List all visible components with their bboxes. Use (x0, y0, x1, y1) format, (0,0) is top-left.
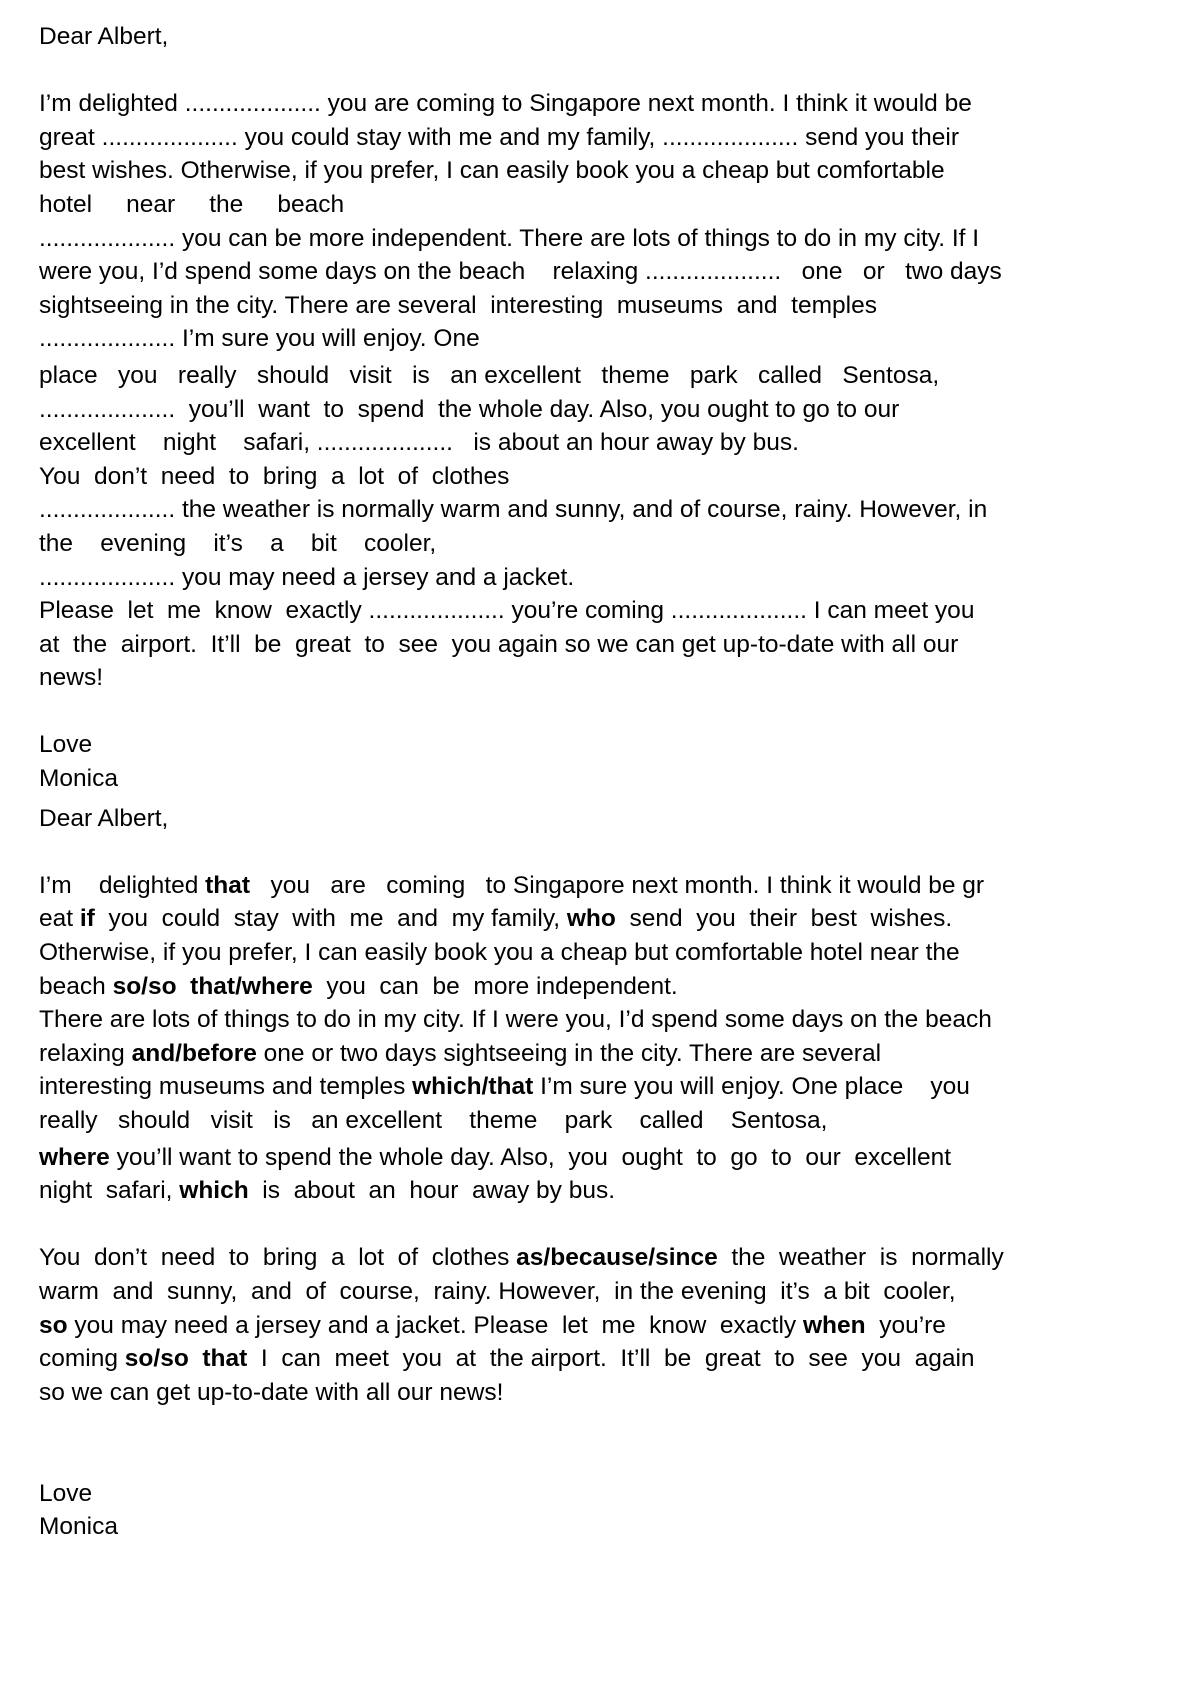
answer-word: where (39, 1143, 110, 1171)
answer-text: I’m sure you will enjoy. One place you (533, 1073, 970, 1101)
answer-word: which/that (412, 1073, 534, 1101)
answer-line (39, 1342, 1164, 1376)
answer-body (39, 1241, 1164, 1409)
answer-text: beach (39, 972, 113, 1000)
exercise-line: hotel near the beach (39, 190, 345, 218)
answer-text: so we can get up-to-date with all our news! (39, 1378, 504, 1406)
answer-text: warm and sunny, and of course, rainy. However, in the evening it’s a bit cooler, (39, 1277, 956, 1305)
answer-text: you’ll want to spend the whole day. Also, you ought to go to our excellent (109, 1143, 952, 1171)
answer-line (39, 1037, 1164, 1071)
answer-word: so/so that/where (112, 972, 313, 1000)
answer-closing: Love (39, 1479, 93, 1507)
answer-line (39, 1141, 1164, 1175)
answer-text: eat (39, 905, 80, 933)
answer-text: you’re (865, 1311, 946, 1339)
answer-text: one or two days sightseeing in the city. There are several (256, 1039, 882, 1067)
answer-line (39, 1275, 1164, 1309)
exercise-line: were you, I’d spend some days on the beach relaxing .................... one or two days (39, 258, 1002, 286)
exercise-letter (39, 20, 1164, 796)
exercise-line: place you really should visit is an excellent theme park called Sentosa, (39, 361, 940, 389)
answer-word: so/so that (124, 1345, 248, 1373)
answer-text: You don’t need to bring a lot of clothes (39, 1244, 517, 1272)
answer-line (39, 1241, 1164, 1275)
exercise-line: sightseeing in the city. There are several interesting museums and temples (39, 291, 877, 319)
exercise-line: .................... you’ll want to spend the whole day. Also, you ought to go to our (39, 395, 900, 423)
answer-text: There are lots of things to do in my city. If I were you, I’d spend some days on the beach (39, 1006, 992, 1034)
letter-page (39, 20, 1164, 1544)
answer-text: you are coming to Singapore next month. I think it would be gr (250, 871, 985, 899)
answer-body (39, 869, 1164, 1208)
answer-line (39, 1003, 1164, 1037)
exercise-body (39, 87, 1164, 695)
answer-text: send you their best wishes. (615, 905, 953, 933)
exercise-line: Please let me know exactly .................... you’re coming .................... I can meet you (39, 597, 975, 625)
exercise-line: .................... you can be more independent. There are lots of things to do in my city. If I (39, 224, 980, 252)
exercise-line: great .................... you could stay with me and my family, .................... send you their (39, 123, 960, 151)
answer-word: that (205, 871, 251, 899)
answer-text: is about an hour away by bus. (248, 1177, 616, 1205)
answer-text: interesting museums and temples (39, 1073, 413, 1101)
answer-line (39, 1070, 1164, 1104)
answer-word: who (566, 905, 616, 933)
answer-text: really should visit is an excellent theme park called Sentosa, (39, 1107, 828, 1134)
exercise-line: I’m delighted .................... you are coming to Singapore next month. I think it would be (39, 90, 972, 118)
exercise-line: news! (39, 664, 104, 692)
answer-text: you can be more independent. (312, 972, 678, 1000)
answer-word: if (79, 905, 95, 933)
answer-text: I can meet you at the airport. It’ll be great to see you again (247, 1345, 975, 1373)
answer-line (39, 936, 1164, 970)
answer-text: you may need a jersey and a jacket. Please let me know exactly (67, 1311, 803, 1339)
answer-text: coming (39, 1345, 125, 1373)
answer-letter (39, 802, 1164, 1544)
answer-text: relaxing (39, 1039, 132, 1067)
answer-greeting: Dear Albert, (39, 804, 169, 832)
answer-word: which (179, 1177, 249, 1205)
exercise-line: .................... the weather is normally warm and sunny, and of course, rainy. However, in (39, 496, 988, 524)
exercise-closing: Love (39, 731, 93, 759)
answer-line (39, 1104, 1164, 1138)
exercise-line: at the airport. It’ll be great to see you again so we can get up-to-date with all our (39, 630, 959, 658)
answer-word: so (39, 1311, 68, 1339)
exercise-line: You don’t need to bring a lot of clothes (39, 462, 510, 490)
exercise-greeting: Dear Albert, (39, 23, 169, 50)
exercise-line: best wishes. Otherwise, if you prefer, I can easily book you a cheap but comfortable (39, 157, 945, 185)
answer-line (39, 902, 1164, 936)
exercise-line: the evening it’s a bit cooler, (39, 529, 437, 557)
answer-text: I’m delighted (39, 871, 206, 899)
answer-line (39, 1174, 1164, 1208)
answer-word: and/before (131, 1039, 257, 1067)
answer-word: when (802, 1311, 866, 1339)
exercise-line: .................... you may need a jersey and a jacket. (39, 563, 575, 591)
exercise-signature: Monica (39, 765, 118, 793)
answer-line (39, 1309, 1164, 1343)
answer-line (39, 869, 1164, 903)
answer-text: you could stay with me and my family, (94, 905, 567, 933)
answer-text: Otherwise, if you prefer, I can easily book you a cheap but comfortable hotel near the (39, 939, 960, 967)
answer-signature: Monica (39, 1513, 118, 1541)
exercise-line: .................... I’m sure you will enjoy. One (39, 325, 480, 353)
answer-line (39, 1376, 1164, 1410)
exercise-line: excellent night safari, .................... is about an hour away by bus. (39, 429, 799, 457)
answer-text: the weather is normally (717, 1244, 1004, 1272)
answer-line (39, 970, 1164, 1004)
answer-word: as/because/since (516, 1244, 718, 1272)
answer-text: night safari, (39, 1177, 180, 1205)
